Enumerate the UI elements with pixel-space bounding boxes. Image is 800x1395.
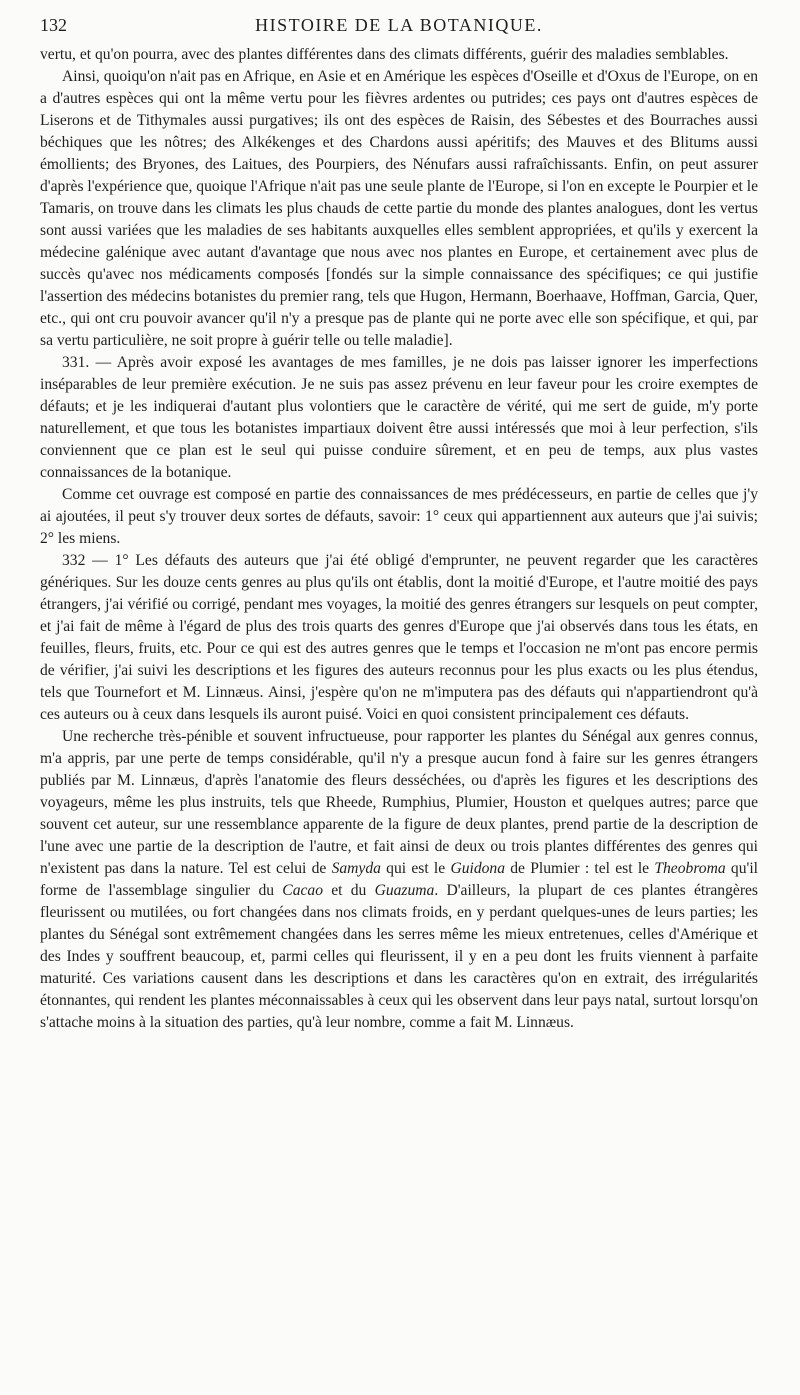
genus-name-guazuma: Guazuma <box>374 882 435 899</box>
paragraph-analogous-plants: Ainsi, quoiqu'on n'ait pas en Afrique, en Asie et en Amérique les espèces d'Oseille et d'Oxus de l'Europe, on en a d'autres espèces qui ont la même vertu pour les fièvres ardentes ou putrides; ces pays ont d'autres espèces de Liserons et de Tithymales aussi purgatives; ils ont des espèces de Raisin, des Sébestes et des Bourraches aussi béchiques que les nôtres; des Alkékenges et des Chardons aussi apéritifs; des Mauves et des Blitums aussi émollients; des Bryones, des Laitues, des Pourpiers, des Nénufars aussi rafraîchissants. Enfin, on peut assurer d'après l'expérience que, quoique l'Afrique n'ait pas une seule plante de l'Europe, si l'on en excepte le Pourpier et le Tamaris, on trouve dans les climats les plus chauds de cette partie du monde des plantes analogues, dont les vertus sont aussi variées que les maladies de ses habitants auxquelles elles semblent appropriées, et qu'ils y exercent la médecine galénique avec autant d'avantage que nous avec nos plantes en Europe, et certainement avec plus de succès qu'avec nos médicaments composés [fondés sur la simple connaissance des spécifiques; ce qui justifie l'assertion des médecins botanistes du premier rang, tels que Hugon, Hermann, Boerhaave, Hoffman, Garcia, Quer, etc., qui ont cru pouvoir avancer qu'il n'y a presque pas de plante qui ne porte avec elle son spécifique, et qui, par sa vertu particulière, ne soit propre à guérir telle ou telle maladie]. <box>40 68 758 349</box>
text-segment: de Plumier : tel est le <box>505 860 655 877</box>
text-segment: qu'il forme de l'assemblage singulier du <box>40 860 758 899</box>
running-title: HISTOIRE DE LA BOTANIQUE. <box>255 14 543 35</box>
paragraph-332: 332 — 1° Les défauts des auteurs que j'ai été obligé d'emprunter, ne peuvent regarder que les caractères génériques. Sur les douze cents genres au plus qu'ils ont établis, dont la moitié d'Europe, et l'autre moitié des pays étrangers, j'ai vérifié ou corrigé, pendant mes voyages, la moitié des genres étrangers sur lesquels on peut compter, et j'ai fait de même à l'égard de plus des trois quarts des genres d'Europe que j'ai observés dans tous les états, en feuilles, fleurs, fruits, etc. Pour ce qui est des autres genres que le temps et l'occasion ne m'ont pas encore permis de vérifier, j'ai suivi les descriptions et les figures des auteurs reconnus pour les plus exacts ou les plus étendus, tels que Tournefort et M. Linnæus. Ainsi, j'espère qu'on ne m'imputera pas des défauts qui n'appartiendront qu'à ces auteurs ou à ceux dans lesquels ils auront puisé. Voici en quoi consistent principalement ces défauts. <box>40 552 758 723</box>
genus-name-samyda: Samyda <box>331 860 381 877</box>
genus-name-guidona: Guidona <box>450 860 506 877</box>
text-segment: et du <box>323 882 375 899</box>
text-segment: qui est le <box>380 860 451 877</box>
page-header <box>40 10 758 40</box>
text-segment: . D'ailleurs, la plupart de ces plantes étrangères fleurissent ou mutilées, ou fort changées dans nos climats froids, en y perdant quelques-unes de leurs parties; les plantes du Sénégal sont extrêmement changées dans les serres même les mieux entretenues, celles d'Amérique et des Indes y souffrent beaucoup, et, parmi celles qui fleurissent, il y en a peu dont les fruits viennent à parfaite maturité. Ces variations causent dans les descriptions et dans les caractères qu'on en extrait, des irrégularités étonnantes, qui rendent les plantes méconnaissables à ceux qui les observent dans leur pays natal, surtout lorsqu'on s'attache moins à la situation des parties, qu'à leur nombre, comme a fait M. Linnæus. <box>40 882 759 1031</box>
paragraph-two-kinds-of-defects: Comme cet ouvrage est composé en partie des connaissances de mes prédécesseurs, en partie de celles que j'y ai ajoutées, il peut s'y trouver deux sortes de défauts, savoir: 1° ceux qui appartiennent aux auteurs que j'ai suivis; 2° les miens. <box>40 486 758 547</box>
paragraph-senegal-research <box>40 726 758 1034</box>
paragraph-continuation: vertu, et qu'on pourra, avec des plantes différentes dans des climats différents, guérir des maladies semblables. <box>40 46 729 63</box>
text-segment: Une recherche très-pénible et souvent infructueuse, pour rapporter les plantes du Sénégal aux genres connus, m'a appris, par une perte de temps considérable, qu'il n'y a presque aucun fond à faire sur les genres étrangers publiés par M. Linnæus, d'après l'anatomie des fleurs desséchées, ou d'après les figures et les descriptions des voyageurs, même les plus instruits, tels que Rheede, Rumphius, Plumier, Houston et quelques autres; parce que souvent cet auteur, sur une ressemblance apparente de la figure de deux plantes, prend partie de la description de l'une avec une partie de la description de l'autre, et fait ainsi de deux ou trois plantes différentes des genres qui n'existent pas dans la nature. Tel est celui de <box>40 728 758 877</box>
genus-name-cacao: Cacao <box>282 882 324 899</box>
paragraph-331: 331. — Après avoir exposé les avantages de mes familles, je ne dois pas laisser ignorer les imperfections inséparables de leur première exécution. Je ne suis pas assez prévenu en leur faveur pour les croire exemptes de défauts; et je les indiquerai d'autant plus volontiers que le caractère de vérité, qui me sert de guide, m'y porte naturellement, et que tous les botanistes impartiaux doivent être aussi intéressés que moi à leur perfection, s'ils conviennent que ce plan est le seul qui puisse conduire sûrement, et en peu de temps, aux plus vastes connaissances de la botanique. <box>40 354 758 481</box>
body-text <box>40 44 758 1034</box>
genus-name-theobroma: Theobroma <box>654 860 726 877</box>
page-number: 132 <box>40 14 67 35</box>
